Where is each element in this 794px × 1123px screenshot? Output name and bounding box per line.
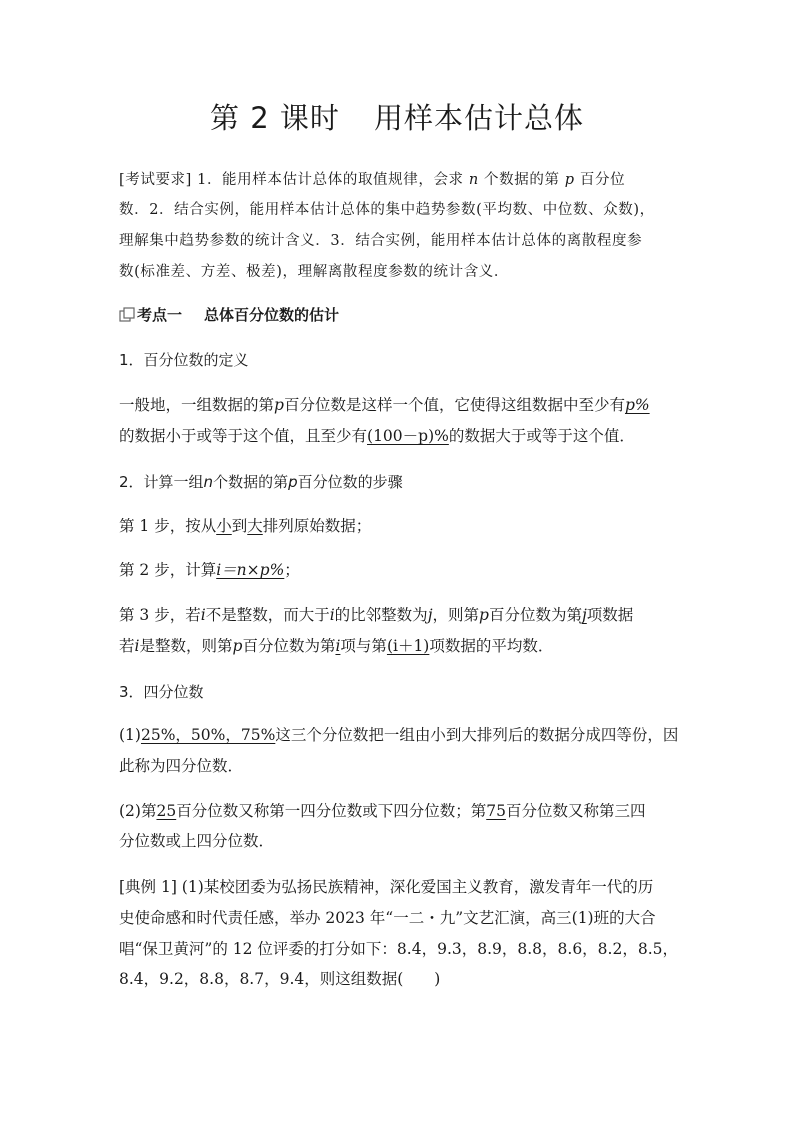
requirements-line-3: 理解集中趋势参数的统计含义．3．结合实例，能用样本估计总体的离散程度参 bbox=[119, 233, 643, 249]
step-1: 第 1 步，按从小到大排列原始数据； bbox=[119, 517, 372, 535]
quartile-line-3: (2)第25百分位数又称第一四分位数或下四分位数；第75百分位数又称第三四 bbox=[119, 802, 646, 820]
example-line-1: [典例 1] (1)某校团委为弘扬民族精神，深化爱国主义教育，激发青年一代的历 bbox=[119, 878, 654, 896]
title-lesson: 第 2 课时 bbox=[210, 101, 340, 135]
example-line-4: 8.4，9.2，8.8，8.7，9.4，则这组数据( ) bbox=[119, 970, 441, 988]
step-2: 第 2 步，计算i＝n×p%； bbox=[119, 561, 300, 579]
example-line-3: 唱“保卫黄河”的 12 位评委的打分如下：8.4，9.3，8.9，8.8，8.6，8.2，8.5， bbox=[119, 940, 678, 958]
requirements-line-4: 数(标准差、方差、极差)，理解离散程度参数的统计含义． bbox=[119, 264, 510, 280]
quartile-line-2: 此称为四分位数． bbox=[119, 757, 244, 775]
requirements-line-2: 数．2．结合实例，能用样本估计总体的集中趋势参数(平均数、中位数、众数)， bbox=[119, 202, 655, 218]
quartile-line-4: 分位数或上四分位数． bbox=[119, 832, 275, 850]
step-3-continued: 若i是整数，则第p百分位数为第i项与第(i＋1)项数据的平均数． bbox=[119, 637, 554, 655]
section-marker-icon bbox=[119, 307, 137, 323]
quartile-line-1: (1)25%，50%，75%这三个分位数把一组由小到大排列后的数据分成四等份，因 bbox=[119, 726, 679, 744]
quartile-heading: 3．四分位数 bbox=[119, 683, 204, 701]
section-title: 总体百分位数的估计 bbox=[204, 306, 340, 324]
example-line-2: 史使命感和时代责任感，举办 2023 年“一二・九”文艺汇演，高三(1)班的大合 bbox=[119, 909, 656, 927]
title-topic: 用样本估计总体 bbox=[373, 101, 584, 135]
definition-line-1: 一般地，一组数据的第p百分位数是这样一个值，它使得这组数据中至少有p% bbox=[119, 396, 650, 414]
step-3: 第 3 步，若i不是整数，而大于i的比邻整数为j，则第p百分位数为第j项数据 bbox=[119, 606, 634, 624]
requirements-line-1: [考试要求] 1．能用样本估计总体的取值规律，会求 n 个数据的第 p 百分位 bbox=[119, 172, 626, 188]
definition-heading: 1．百分位数的定义 bbox=[119, 351, 249, 369]
definition-line-2: 的数据小于或等于这个值，且至少有(100－p)%的数据大于或等于这个值． bbox=[119, 427, 635, 445]
section-label: 考点一 bbox=[137, 306, 183, 324]
section-heading bbox=[137, 305, 339, 325]
page-title bbox=[0, 96, 794, 137]
steps-heading: 2．计算一组n个数据的第p百分位数的步骤 bbox=[119, 473, 403, 491]
